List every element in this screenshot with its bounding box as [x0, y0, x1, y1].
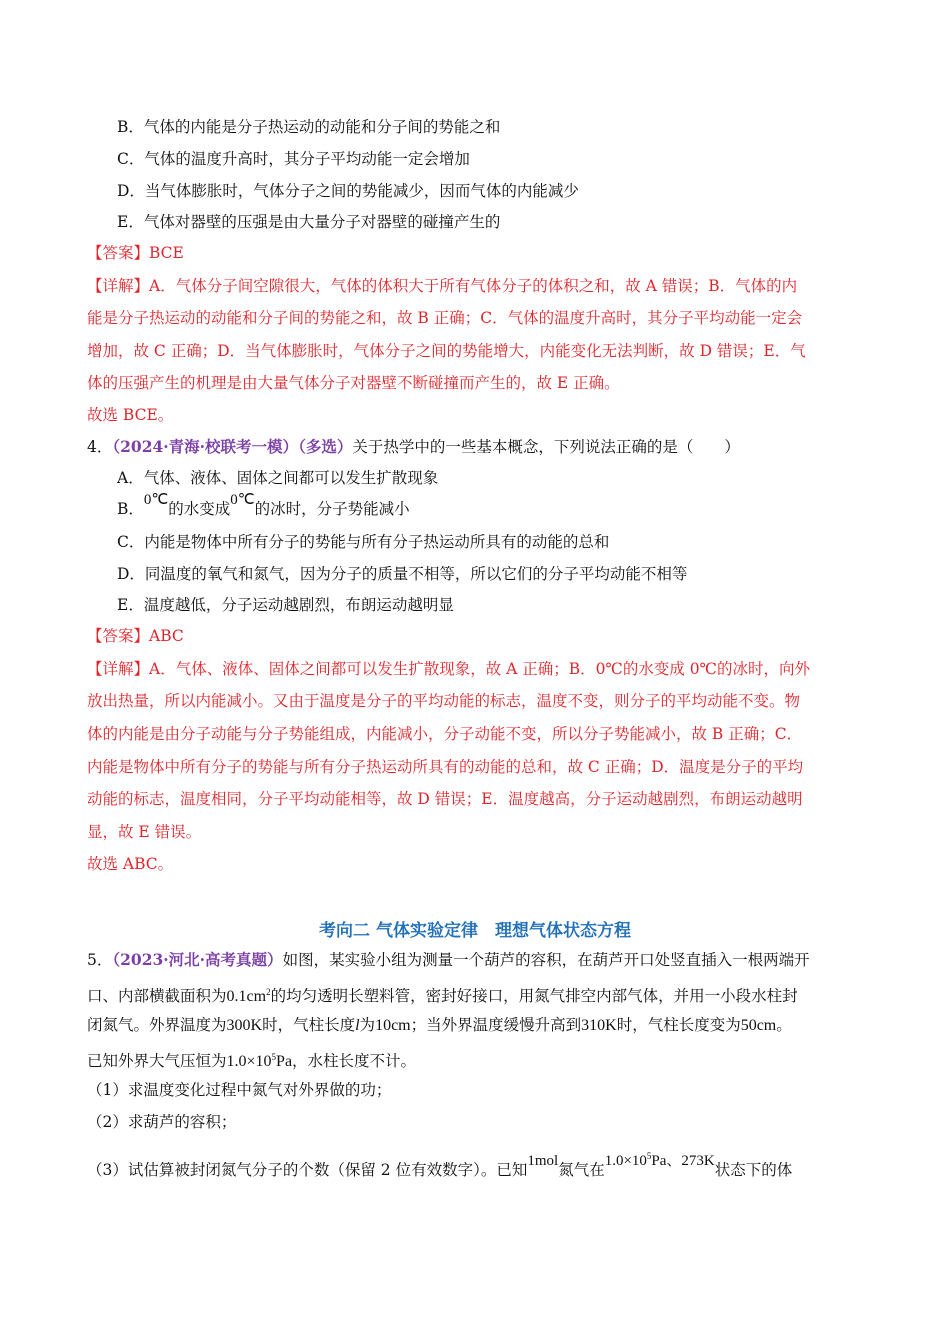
q5-pressure-unit: Pa — [276, 1053, 293, 1070]
q3-analysis-line: 能是分子热运动的动能和分子间的势能之和，故 B 正确；C．气体的温度升高时，其分子平均动能一定会 — [87, 309, 803, 327]
q5-pressure-exponent: 5 — [271, 1052, 277, 1062]
q4-option-d: D．同温度的氧气和氮气，因为分子的质量不相等，所以它们的分子平均动能不相等 — [117, 565, 688, 583]
q4-option-e: E．温度越低，分子运动越剧烈，布朗运动越明显 — [117, 596, 454, 614]
q4-answer: 【答案】ABC — [87, 627, 184, 645]
q5-source: （2023·河北·高考真题） — [112, 950, 283, 969]
q5-pressure — [227, 1053, 293, 1070]
q5-condition — [605, 1153, 715, 1169]
q5-area — [227, 988, 271, 1005]
q3-option-b: B．气体的内能是分子热运动的动能和分子间的势能之和 — [117, 118, 501, 136]
section-heading: 考向二 气体实验定律 理想气体状态方程 — [319, 921, 631, 941]
q5-condition-exponent: 5 — [646, 1151, 652, 1161]
q5-text: ，水柱长度不计。 — [292, 1052, 417, 1070]
q4-analysis-line: 内能是物体中所有分子的势能与所有分子热运动所具有的动能的总和，故 C 正确；D．温度是分子的平均 — [87, 758, 804, 776]
q3-analysis-line: 体的压强产生的机理是由大量气体分子对器壁不断碰撞而产生的，故 E 正确。 — [87, 374, 620, 392]
q4-analysis-line: 显，故 E 错误。 — [87, 823, 202, 841]
q5-temp-initial: 300K — [226, 1017, 263, 1034]
q5-condition-base: 1.0×10 — [604, 1153, 647, 1169]
q5-stem-line — [87, 1015, 792, 1036]
q3-conclusion: 故选 BCE。 — [87, 406, 174, 424]
q4-type: （多选） — [298, 437, 353, 456]
q4-option-b-math: 0℃ — [230, 492, 255, 508]
q5-text: 。 — [776, 1016, 792, 1034]
q5-subquestion-1: （1）求温度变化过程中氮气对外界做的功； — [87, 1081, 392, 1099]
q5-length-symbol: l — [355, 1017, 360, 1034]
q5-text: 氮气在 — [558, 1161, 605, 1179]
q3-analysis-line: 增加，故 C 正确；D．当气体膨胀时，气体分子之间的势能增大，内能变化无法判断，故 D 错误；E．气 — [87, 342, 806, 360]
q5-text: 闭氮气。外界温度为 — [87, 1016, 227, 1034]
q5-stem-line — [87, 1047, 416, 1072]
q4-conclusion: 故选 ABC。 — [87, 855, 174, 873]
q4-analysis-line: 放出热量，所以内能减小。又由于温度是分子的平均动能的标志，温度不变，则分子的平均动能不变。物 — [87, 692, 801, 710]
q3-option-e: E．气体对器壁的压强是由大量分子对器壁的碰撞产生的 — [117, 213, 501, 231]
q5-text: 为 — [359, 1016, 376, 1034]
q5-subquestion-2: （2）求葫芦的容积； — [87, 1113, 237, 1131]
q3-analysis-line: 【详解】A．气体分子间空隙很大，气体的体积大于所有气体分子的体积之和，故 A 错误；B．气体的内 — [87, 277, 798, 295]
q4-option-b-text: 的水变成 — [168, 500, 231, 518]
q5-text: 如图，某实验小组为测量一个葫芦的容积，在葫芦开口处竖直插入一根两端开 — [282, 951, 810, 969]
q4-number: 4． — [87, 438, 113, 456]
q5-pressure-base: 1.0×10 — [226, 1053, 272, 1070]
q4-stem — [87, 437, 740, 457]
q4-analysis-line: 【详解】A．气体、液体、固体之间都可以发生扩散现象，故 A 正确；B．0℃的水变成 0℃的冰时，向外 — [87, 660, 810, 678]
q4-question: 关于热学中的一些基本概念，下列说法正确的是（ ） — [352, 438, 740, 456]
q4-option-b-text: 的冰时，分子势能减小 — [254, 500, 410, 518]
q4-option-b-math: 0℃ — [143, 492, 169, 508]
q5-number: 5． — [87, 951, 113, 969]
q5-text: 时，气柱长度变为 — [616, 1016, 741, 1034]
q5-area-value: 0.1cm — [226, 988, 267, 1005]
q4-option-c: C．内能是物体中所有分子的势能与所有分子热运动所具有的动能的总和 — [117, 533, 610, 551]
q5-length-final: 50cm — [740, 1017, 777, 1034]
q5-text: （3）试估算被封闭氮气分子的个数（保留 2 位有效数字）。已知 — [87, 1161, 528, 1179]
q5-text: ；当外界温度缓慢升高到 — [410, 1016, 582, 1034]
q5-text: 口、内部横截面积为 — [87, 987, 227, 1005]
q5-area-exponent: 2 — [266, 987, 271, 997]
q4-analysis-line: 动能的标志，温度相同，分子平均动能相等，故 D 错误；E．温度越高，分子运动越剧烈，布朗运动越明 — [87, 790, 803, 808]
q3-answer: 【答案】BCE — [87, 244, 184, 262]
q5-text: 时，气柱长度 — [262, 1016, 356, 1034]
q4-analysis-line: 体的内能是由分子动能与分子势能组成，内能减小，分子动能不变，所以分子势能减小，故 B 正确；C． — [87, 725, 803, 743]
q5-text: 的均匀透明长塑料管，密封好接口，用氮气排空内部气体，并用一小段水柱封 — [270, 987, 798, 1005]
q3-option-d: D．当气体膨胀时，气体分子之间的势能减少，因而气体的内能减少 — [117, 182, 579, 200]
q3-option-c: C．气体的温度升高时，其分子平均动能一定会增加 — [117, 150, 470, 168]
q5-length-initial: 10cm — [375, 1017, 411, 1034]
q4-option-b-label: B． — [117, 500, 144, 518]
q5-temp-final: 310K — [581, 1017, 617, 1034]
q5-text: 状态下的体 — [714, 1161, 793, 1179]
q4-option-b — [117, 492, 410, 520]
q5-mol: 1mol — [527, 1153, 559, 1169]
q5-condition-rest: Pa、273K — [651, 1153, 715, 1169]
q4-source: （2024·青海·校联考一模） — [112, 437, 299, 456]
q5-text: 已知外界大气压恒为 — [87, 1052, 227, 1070]
q5-subquestion-3 — [87, 1151, 793, 1181]
q4-option-a: A．气体、液体、固体之间都可以发生扩散现象 — [117, 469, 439, 487]
q5-stem-line — [87, 982, 798, 1007]
q5-stem-line — [87, 950, 810, 970]
